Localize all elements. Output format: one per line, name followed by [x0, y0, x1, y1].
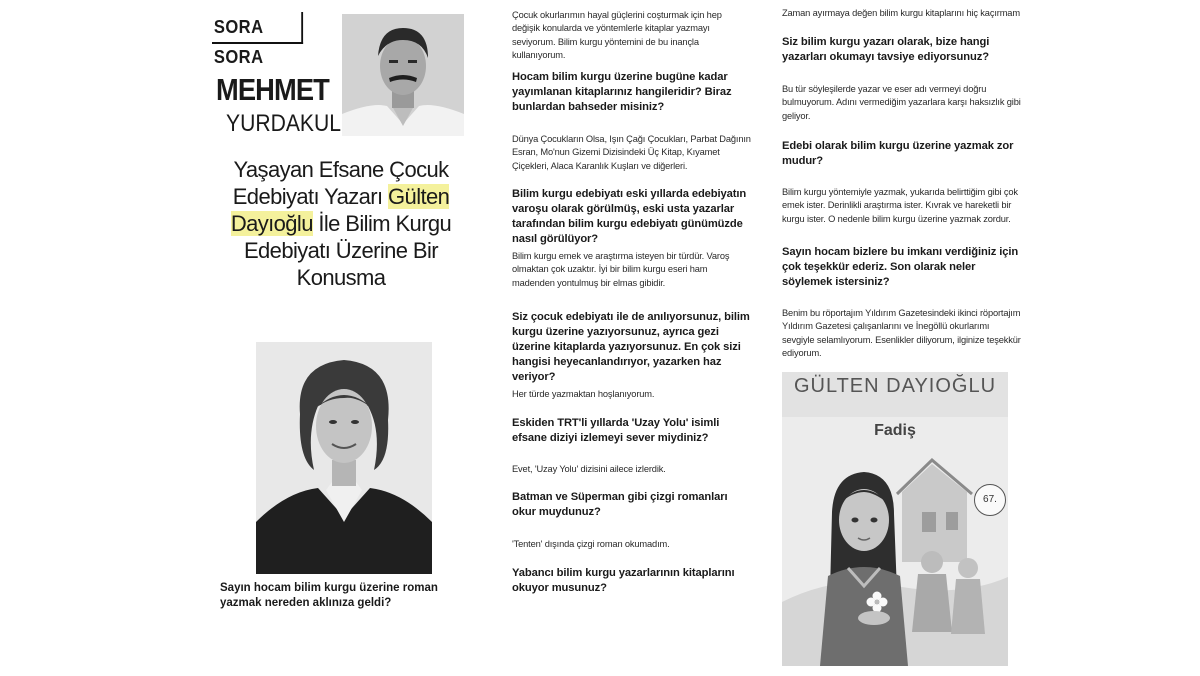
question-5: Eskiden TRT'li yıllarda 'Uzay Yolu' isimli efsane diziyi izlemeyi sever miydiniz? [512, 417, 720, 444]
question-8: Siz bilim kurgu yazarı olarak, bize hangi yazarları okumayı tavsiye ediyorsunuz? [782, 36, 990, 63]
question-2: Hocam bilim kurgu üzerine bugüne kadar yayımlanan kitaplarınız hangileridir? Biraz bunlardan bahseder misiniz? [512, 71, 732, 113]
question-6: Batman ve Süperman gibi çizgi romanları okur muydunuz? [512, 491, 728, 518]
question-4: Siz çocuk edebiyatı ile de anılıyorsunuz, bilim kurgu üzerine yazıyorsunuz, ayrıca gezi üzerine kitaplarda yazıyorsunuz. En çok sizi hangisi heyecanlandırıyor, yazarken haz veriyor? [512, 311, 750, 383]
answer-7: Zaman ayırmaya değen bilim kurgu kitaplarını hiç kaçırmam [782, 8, 1020, 18]
question-3: Bilim kurgu edebiyatı eski yıllarda edebiyatın varoşu olarak görülmüş, eski usta yazarlar tarafından bilim kurgu edebiyatı günümüzde nasıl görülüyor? [512, 188, 747, 245]
answer-9: Bilim kurgu yöntemiyle yazmak, yukarıda belirttiğim gibi çok emek ister. Derinlikli araştırma ister. Kıvrak ve hareketli bir kurgu ister. O nedenle bilim kurgu üzerine yazmak zordur. [782, 187, 1018, 224]
question-10: Sayın hocam bizlere bu imkanı verdiğiniz için çok teşekkür ederiz. Son olarak neler söylemek istersiniz? [782, 246, 1019, 288]
section-label: SORA SORA [212, 12, 303, 44]
answer-6: 'Tenten' dışında çizgi roman okumadım. [512, 539, 670, 549]
question-9: Edebi olarak bilim kurgu üzerine yazmak zor mudur? [782, 140, 1014, 167]
answer-4: Her türde yazmaktan hoşlanıyorum. [512, 389, 655, 399]
answer-10: Benim bu röportajım Yıldırım Gazetesindeki ikinci röportajım Yıldırım Gazetesi çalışanlarını ve İnegöllü okurlarımı sevgiyle selamlıyorum. Esenlikler diliyorum, ilginize teşekkür ediyorum. [782, 308, 1021, 358]
answer-2: Dünya Çocukların Olsa, Işın Çağı Çocukları, Parbat Dağının Esran, Mo'nun Gizemi Dizisindeki Üç Kitap, Kıyamet Çiçekleri, Alaca Karanlık Kuşları ve diğerleri. [512, 134, 751, 171]
book-cover-illustration [782, 372, 1008, 666]
book-cover [782, 372, 1008, 666]
cover-series-number: 67. [974, 484, 1006, 516]
column-1 [212, 0, 472, 676]
article-title [212, 156, 470, 291]
cover-title: Fadiş [874, 422, 916, 439]
author-portrait-image [342, 14, 464, 136]
question-7: Yabancı bilim kurgu yazarlarının kitaplarını okuyor musunuz? [512, 567, 735, 594]
author-last-name: YURDAKUL [226, 110, 342, 137]
interviewee-photo [256, 342, 432, 574]
question-1: Sayın hocam bilim kurgu üzerine roman yazmak nereden aklınıza geldi? [220, 582, 438, 609]
interviewee-portrait-image [256, 342, 432, 574]
author-first-name: MEHMET [216, 72, 329, 107]
title-part-1: Yaşayan Efsane Çocuk Edebiyatı Yazarı [232, 157, 449, 209]
answer-5: Evet, 'Uzay Yolu' dizisini ailece izlerdik. [512, 464, 666, 474]
cover-author: GÜLTEN DAYIOĞLU [793, 375, 997, 397]
answer-8: Bu tür söyleşilerde yazar ve eser adı vermeyi doğru bulmuyorum. Adını vermediğim yazarlara karşı haksızlık gibi geliyor. [782, 84, 1021, 121]
answer-3: Bilim kurgu emek ve araştırma isteyen bir türdür. Varoş olmaktan çok uzaktır. İyi bir bilim kurgu eseri ham madenden yontulmuş bir elmas gibidir. [512, 251, 730, 288]
title-part-2: İle Bilim Kurgu Edebiyatı Üzerine Bir Konusma [243, 211, 452, 290]
author-photo [342, 14, 464, 136]
answer-1: Çocuk okurlarımın hayal güçlerini coşturmak için hep değişik konularda ve yöntemlerle kitaplar yazmayı seviyorum. Bilim kurgu yöntemini de bu inançla kullanıyorum. [512, 10, 722, 60]
title-highlight: Gülten Dayıoğlu [230, 184, 450, 236]
